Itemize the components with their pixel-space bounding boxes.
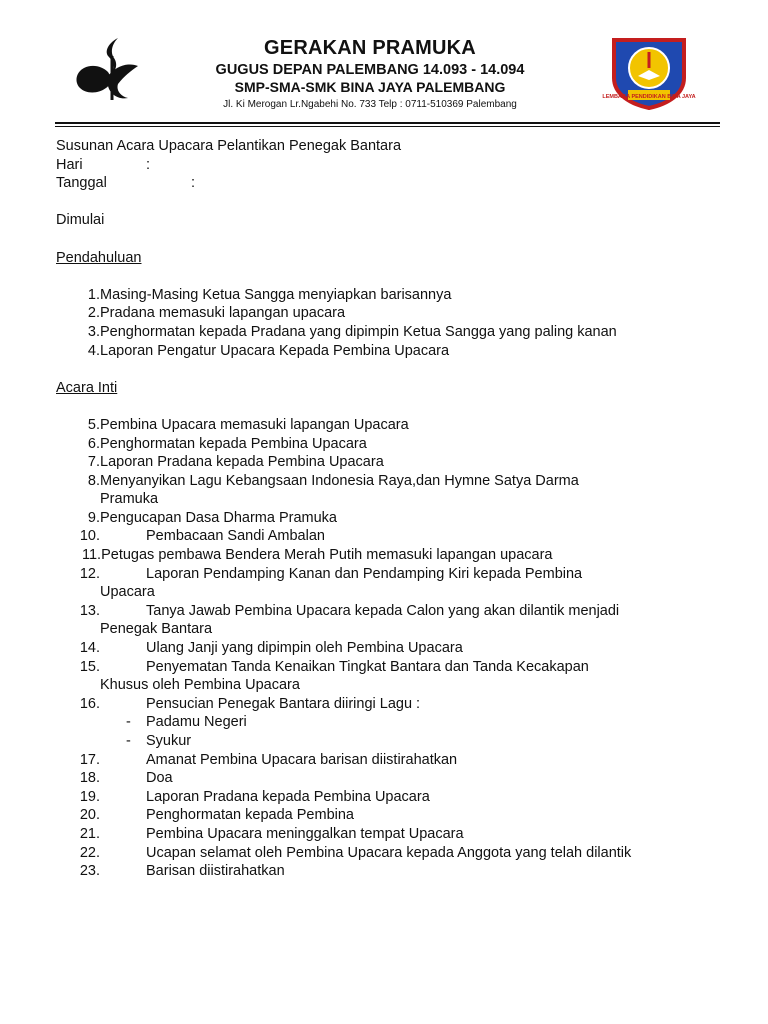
hari-colon: : [146,156,151,173]
list-item: 21. Pembina Upacara meninggalkan tempat Upacara [79,825,464,842]
song-item: - Padamu Negeri [126,714,247,731]
gugus-depan: GUGUS DEPAN PALEMBANG 14.093 - 14.094 [215,62,525,78]
pramuka-tunas-kelapa-logo-icon [72,36,142,102]
school-name: SMP-SMA-SMK BINA JAYA PALEMBANG [234,79,506,95]
list-item: 13. Tanya Jawab Pembina Upacara kepada Calon yang akan dilantik menjadi Penegak Bantara [79,602,620,638]
pendahuluan-list [56,286,736,360]
hari-row [56,156,736,175]
list-item: 6. Penghormatan kepada Pembina Upacara [87,435,367,452]
list-item: 4. Laporan Pengatur Upacara Kepada Pembina Upacara [87,342,450,359]
header-rule-thick [55,122,720,124]
document-body [56,137,736,881]
list-item: 8. Menyanyikan Lagu Kebangsaan Indonesia Raya,dan Hymne Satya Darma Pramuka [87,472,579,508]
list-item: 16. Pensucian Penegak Bantara diiringi Lagu : [79,695,421,712]
acara-inti-list [56,416,736,881]
list-item: 14. Ulang Janji yang dipimpin oleh Pembina Upacara [79,640,463,657]
list-item: 2. Pradana memasuki lapangan upacara [87,305,346,322]
list-item: 20. Penghormatan kepada Pembina [79,807,354,824]
song-item: - Syukur [126,733,192,749]
bina-jaya-shield-logo-icon [602,34,696,110]
dimulai: Dimulai [56,212,105,229]
tanggal-label: Tanggal [56,175,107,192]
list-item: 19. Laporan Pradana kepada Pembina Upacara [79,788,430,805]
list-item: 7. Laporan Pradana kepada Pembina Upacara [87,454,384,471]
letterhead [0,0,768,125]
tanggal-row [56,174,736,193]
section-pendahuluan: Pendahuluan [56,249,142,266]
header-rule-thin [55,126,720,127]
logo-caption: LEMBAGA PENDIDIKAN BINA JAYA [602,94,696,100]
list-item: 3. Penghormatan kepada Pradana yang dipimpin Ketua Sangga yang paling kanan [87,323,617,340]
list-item: 11.Petugas pembawa Bendera Merah Putih memasuki lapangan upacara [82,547,553,564]
list-item: 1. Masing-Masing Ketua Sangga menyiapkan barisannya [87,286,452,303]
list-item: 18. Doa [79,770,173,787]
section-acara-inti: Acara Inti [56,379,118,396]
list-item: 10. Pembacaan Sandi Ambalan [79,528,325,545]
org-title: GERAKAN PRAMUKA [264,37,476,59]
list-item: 12. Laporan Pendamping Kanan dan Pendamping Kiri kepada Pembina Upacara [79,565,583,601]
list-item: 9. Pengucapan Dasa Dharma Pramuka [87,509,337,526]
hari-label: Hari [56,156,83,173]
tanggal-colon: : [191,175,196,192]
list-item: 23. Barisan diistirahatkan [79,863,285,880]
doc-heading: Susunan Acara Upacara Pelantikan Penegak Bantara [56,138,402,154]
list-item: 22. Ucapan selamat oleh Pembina Upacara kepada Anggota yang telah dilantik [79,844,632,861]
list-item: 15. Penyematan Tanda Kenaikan Tingkat Bantara dan Tanda Kecakapan Khusus oleh Pembina Upacara [79,658,589,694]
address: Jl. Ki Merogan Lr.Ngabehi No. 733 Telp : 0711-510369 Palembang [223,99,517,110]
list-item: 5. Pembina Upacara memasuki lapangan Upacara [87,416,409,433]
list-item: 17. Amanat Pembina Upacara barisan diistirahatkan [79,751,458,768]
